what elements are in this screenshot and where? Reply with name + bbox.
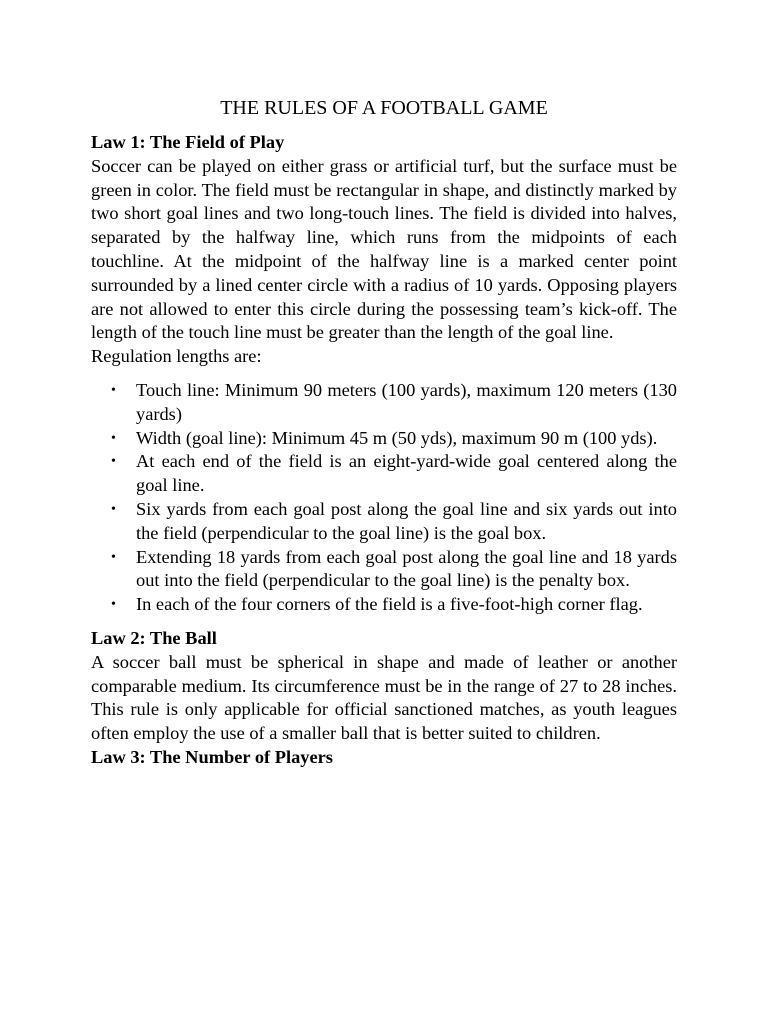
bullet-icon: • — [111, 549, 116, 565]
document-page — [91, 95, 677, 770]
list-item — [111, 593, 677, 617]
document-title: THE RULES OF A FOOTBALL GAME — [220, 97, 548, 119]
list-item — [111, 546, 677, 594]
list-item — [111, 498, 677, 546]
bullet-icon: • — [111, 501, 116, 517]
regulation-list — [91, 379, 677, 617]
list-item-text: In each of the four corners of the field is a five-foot-high corner flag. — [136, 594, 643, 615]
law1-heading: Law 1: The Field of Play — [91, 132, 285, 152]
list-item-text: At each end of the field is an eight-yard-wide goal centered along the goal line. — [136, 451, 677, 496]
bullet-icon: • — [111, 430, 116, 446]
list-item-text: Extending 18 yards from each goal post along the goal line and 18 yards out into the field (perpendicular to the goal line) is the penalty box. — [136, 546, 677, 591]
bullet-icon: • — [111, 597, 116, 613]
law2-paragraph: A soccer ball must be spherical in shape and made of leather or another comparable medium. Its circumference must be in the range of 27 to 28 inches. This rule is only applicable for official sanctioned matches, as youth leagues often employ the use of a smaller ball that is better suited to children. — [91, 651, 677, 744]
list-item — [111, 427, 677, 451]
bullet-icon: • — [111, 382, 116, 398]
law1-paragraph: Soccer can be played on either grass or artificial turf, but the surface must be green in color. The field must be rectangular in shape, and distinctly marked by two short goal lines and two long-touch lines. The field is divided into halves, separated by the halfway line, which runs from the midpoints of each touchline. At the midpoint of the halfway line is a marked center point surrounded by a lined center circle with a radius of 10 yards. Opposing players are not allowed to enter this circle during the possessing team’s kick-off. The length of the touch line must be greater than the length of the goal line. — [91, 155, 677, 343]
law1-intro: Regulation lengths are: — [91, 346, 262, 367]
law3-heading: Law 3: The Number of Players — [91, 746, 333, 767]
law2-heading: Law 2: The Ball — [91, 627, 217, 648]
list-item-text: Touch line: Minimum 90 meters (100 yards), maximum 120 meters (130 yards) — [136, 379, 677, 424]
list-item-text: Width (goal line): Minimum 45 m (50 yds), maximum 90 m (100 yds). — [136, 427, 658, 448]
bullet-icon: • — [111, 454, 116, 470]
list-item-text: Six yards from each goal post along the goal line and six yards out into the field (perpendicular to the goal line) is the goal box. — [136, 498, 677, 543]
list-item — [111, 379, 677, 427]
list-item — [111, 450, 677, 498]
